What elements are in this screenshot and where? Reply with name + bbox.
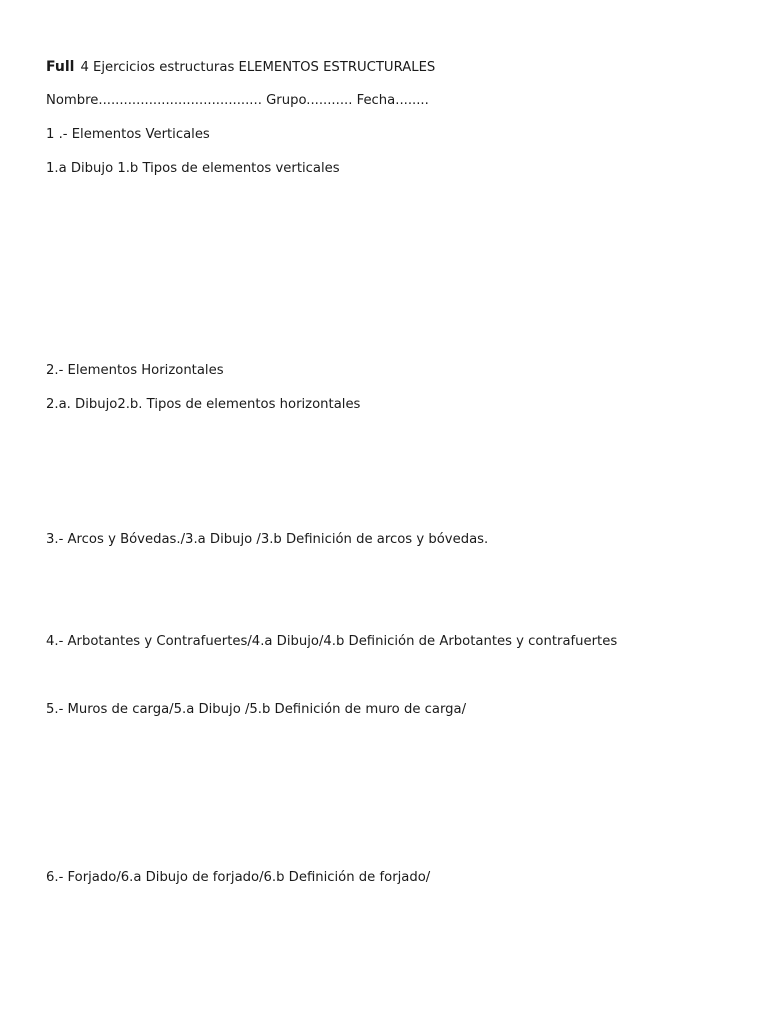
- section-6-heading: 6.- Forjado/6.a Dibujo de forjado/6.b Definición de forjado/: [46, 870, 431, 885]
- header-badge: Full: [46, 59, 75, 75]
- section-2-heading: 2.- Elementos Horizontales: [46, 363, 224, 378]
- document-title: 4 Ejercicios estructuras ELEMENTOS ESTRUCTURALES: [80, 60, 436, 75]
- section-4-heading: 4.- Arbotantes y Contrafuertes/4.a Dibujo/4.b Definición de Arbotantes y contrafuertes: [46, 634, 618, 649]
- section-5-heading: 5.- Muros de carga/5.a Dibujo /5.b Definición de muro de carga/: [46, 702, 467, 717]
- document-header: [46, 59, 435, 76]
- section-1-heading: 1 .- Elementos Verticales: [46, 127, 210, 142]
- section-3-heading: 3.- Arcos y Bóvedas./3.a Dibujo /3.b Definición de arcos y bóvedas.: [46, 532, 489, 547]
- section-1-subheading: 1.a Dibujo 1.b Tipos de elementos verticales: [46, 161, 340, 176]
- section-2-subheading: 2.a. Dibujo2.b. Tipos de elementos horizontales: [46, 397, 361, 412]
- student-info-line: Nombre....................................... Grupo........... Fecha........: [46, 93, 429, 108]
